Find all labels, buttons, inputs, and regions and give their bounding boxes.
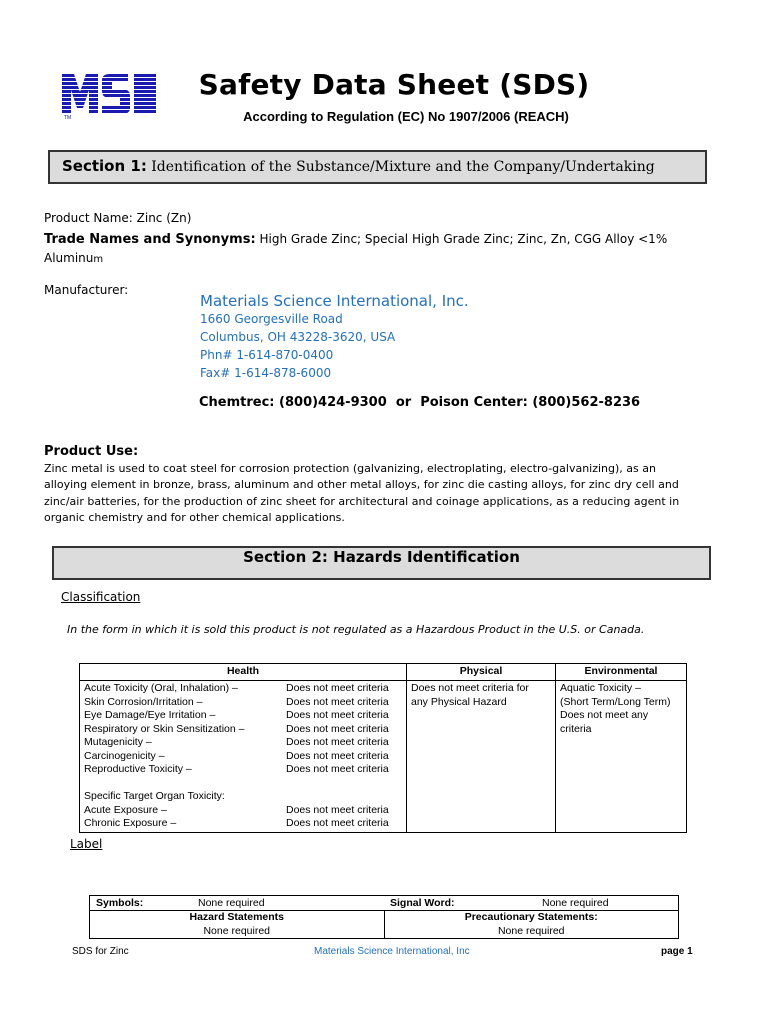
label-elements-table xyxy=(89,895,679,939)
health-criteria: Does not meet criteria xyxy=(286,709,389,721)
health-criteria: Does not meet criteria xyxy=(286,749,389,762)
health-item: Reproductive Toxicity – xyxy=(84,763,192,775)
footer-page-number: page 1 xyxy=(661,946,693,957)
stot-criteria: Does not meet criteria xyxy=(286,817,389,829)
classification-heading: Classification xyxy=(61,590,141,604)
health-header: Health xyxy=(80,664,407,681)
footer-document-name: SDS for Zinc xyxy=(72,946,129,957)
precautionary-statements-label: Precautionary Statements: xyxy=(464,911,598,923)
trade-names-label: Trade Names and Synonyms: xyxy=(44,232,256,247)
health-criteria: Does not meet criteria xyxy=(286,722,389,735)
trade-names xyxy=(44,230,684,269)
precautionary-statements-cell xyxy=(384,911,679,939)
environmental-line: Does not meet any xyxy=(560,709,649,721)
hazard-statements-label: Hazard Statements xyxy=(189,911,285,923)
physical-cell xyxy=(407,681,556,833)
symbols-value: None required xyxy=(192,896,384,911)
stot-criteria: Does not meet criteria xyxy=(286,803,389,816)
signal-word-label: Signal Word: xyxy=(384,896,536,911)
physical-header: Physical xyxy=(407,664,556,681)
health-item: Carcinogenicity – xyxy=(84,749,165,762)
footer-company: Materials Science International, Inc xyxy=(314,946,470,957)
hazard-classification-table xyxy=(79,663,687,833)
health-criteria: Does not meet criteria xyxy=(286,763,389,775)
health-criteria: Does not meet criteria xyxy=(286,682,389,694)
environmental-line: Aquatic Toxicity – xyxy=(560,682,641,694)
health-item: Respiratory or Skin Sensitization – xyxy=(84,722,245,735)
stot-item: Acute Exposure – xyxy=(84,803,167,816)
hazard-statements-cell xyxy=(90,911,385,939)
health-item: Acute Toxicity (Oral, Inhalation) – xyxy=(84,682,238,694)
section-2-header: Section 2: Hazards Identification xyxy=(52,546,711,580)
company-address-2: Columbus, OH 43228-3620, USA xyxy=(200,330,396,344)
trade-names-value-cont: Aluminu xyxy=(44,251,94,265)
company-phone: Phn# 1-614-870-0400 xyxy=(200,348,334,362)
label-heading: Label xyxy=(70,837,103,851)
section-1-title: Identification of the Substance/Mixture and the Company/Undertaking xyxy=(151,159,655,175)
document-title: Safety Data Sheet (SDS) xyxy=(198,68,590,101)
signal-word-value: None required xyxy=(536,896,679,911)
trade-names-value: High Grade Zinc; Special High Grade Zinc; Zinc, Zn, CGG Alloy <1% xyxy=(259,232,668,246)
product-name: Product Name: Zinc (Zn) xyxy=(44,211,192,225)
environmental-header: Environmental xyxy=(556,664,687,681)
health-item: Mutagenicity – xyxy=(84,736,152,748)
manufacturer-label: Manufacturer: xyxy=(44,283,129,297)
trademark-mark: TM xyxy=(64,115,72,121)
product-use-heading: Product Use: xyxy=(44,444,139,459)
environmental-line: (Short Term/Long Term) xyxy=(560,695,671,708)
symbols-label: Symbols: xyxy=(90,896,193,911)
health-criteria: Does not meet criteria xyxy=(286,736,389,748)
health-item: Eye Damage/Eye Irritation – xyxy=(84,709,216,721)
hazard-statements-value: None required xyxy=(203,924,271,937)
company-address-1: 1660 Georgesville Road xyxy=(200,312,343,326)
section-1-header xyxy=(48,150,707,184)
environmental-cell xyxy=(556,681,687,833)
section-1-label: Section 1: xyxy=(62,157,147,175)
regulation-note: In the form in which it is sold this product is not regulated as a Hazardous Product in the U.S. or Canada. xyxy=(67,623,645,636)
physical-line: Does not meet criteria for xyxy=(411,682,529,694)
product-use-text: Zinc metal is used to coat steel for corrosion protection (galvanizing, electroplating, electro-galvanizing), as an alloying element in bronze, brass, aluminum and other metal alloys, for zinc die casting alloys, for zinc dry cell and zinc/air batteries, for the production of zinc sheet for architectural and coinage applications, as a reducing agent in organic chemistry and for other chemical applications. xyxy=(44,462,680,524)
health-cell xyxy=(80,681,407,833)
health-item: Skin Corrosion/Irritation – xyxy=(84,695,203,708)
document-subtitle: According to Regulation (EC) No 1907/2006 (REACH) xyxy=(243,109,569,124)
environmental-line: criteria xyxy=(560,722,592,735)
stot-heading: Specific Target Organ Toxicity: xyxy=(84,790,225,802)
company-name: Materials Science International, Inc. xyxy=(200,292,469,310)
company-fax: Fax# 1-614-878-6000 xyxy=(200,366,332,380)
health-criteria: Does not meet criteria xyxy=(286,695,389,708)
physical-line: any Physical Hazard xyxy=(411,695,507,708)
precautionary-statements-value: None required xyxy=(497,924,565,937)
stot-item: Chronic Exposure – xyxy=(84,817,177,829)
emergency-contacts: Chemtrec: (800)424-9300 or Poison Center: (800)562-8236 xyxy=(199,395,641,410)
trade-names-value-end: m xyxy=(93,254,104,265)
